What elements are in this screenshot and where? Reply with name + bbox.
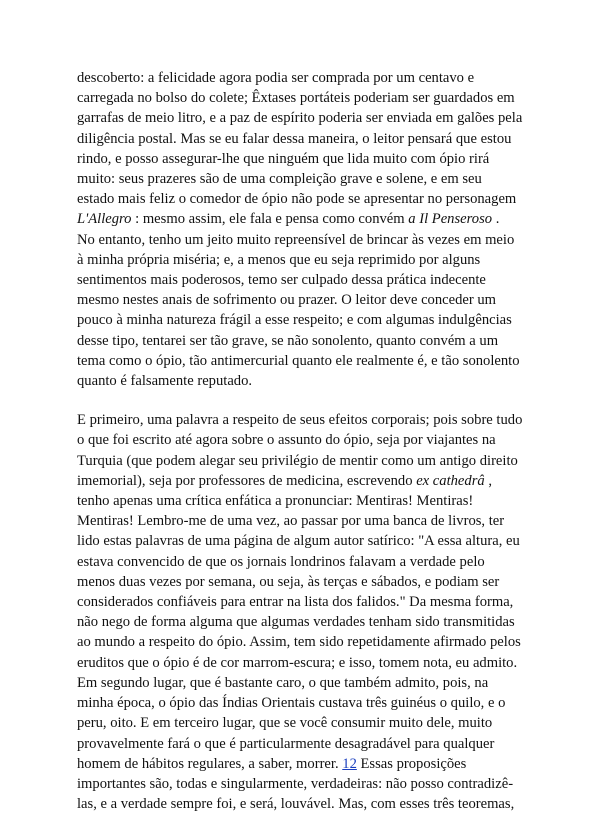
text-line [77, 754, 545, 774]
text-run: estava convencido de que os jornais londrinos falavam a verdade pelo [77, 553, 485, 570]
italic-text: ex cathedrâ [416, 472, 485, 489]
text-line [77, 430, 545, 450]
text-run: lido estas palavras de uma página de algum autor satírico: "A essa altura, eu [77, 533, 520, 550]
text-run: carregada no bolso do colete; Êxtases portáteis poderiam ser guardados em [77, 90, 515, 107]
text-run: mesmo nestes anais de sofrimento ou prazer. O leitor deve conceder um [77, 292, 497, 309]
text-run: descoberto: a felicidade agora podia ser comprada por um centavo e [77, 70, 475, 86]
text-line [77, 612, 545, 632]
text-line [77, 230, 545, 250]
text-line [77, 794, 545, 814]
text-run: provavelmente fará o que é particularmente desagradável para qualquer [77, 735, 495, 752]
text-run: minha época, o ópio das Índias Orientais custava três guinéus o quilo, e o [77, 695, 506, 712]
text-line [77, 734, 545, 754]
text-line [77, 331, 545, 351]
text-run: importantes são, todas e singularmente, verdadeiras: não posso contradizê- [77, 775, 514, 792]
italic-text: a Il Penseroso [408, 211, 493, 228]
text-run: garrafas de meio litro, e a paz de espírito poderia ser enviada em galões pela [77, 110, 523, 127]
text-run: à minha própria miséria; e, a menos que eu seja reprimido por alguns [77, 251, 481, 268]
text-run: quanto é falsamente reputado. [77, 373, 253, 390]
text-run: desse tipo, tentarei ser tão grave, se não sonolento, quanto convém a um [77, 332, 499, 349]
text-run: ao mundo a respeito do ópio. Assim, tem sido repetidamente afirmado pelos [77, 634, 521, 651]
text-run: , [484, 472, 492, 489]
text-run: Essas proposições [356, 755, 467, 772]
text-run: E primeiro, uma palavra a respeito de seus efeitos corporais; pois sobre tudo [77, 412, 523, 429]
text-line [77, 511, 545, 531]
text-line [77, 471, 545, 491]
text-line [77, 290, 545, 310]
text-line [77, 531, 545, 551]
text-line [77, 774, 545, 794]
text-run: tenho apenas uma crítica enfática a pronunciar: Mentiras! Mentiras! [77, 493, 474, 510]
text-line [77, 88, 545, 108]
paragraph [77, 410, 545, 814]
text-run: não nego de forma alguma que algumas verdades tenham sido transmitidas [77, 614, 515, 631]
text-line [77, 149, 545, 169]
text-line [77, 552, 545, 572]
text-run: muito: seus prazeres são de uma compleição grave e solene, e em seu [77, 171, 482, 188]
text-run: . [492, 211, 500, 228]
text-line [77, 129, 545, 149]
text-run: o que foi escrito até agora sobre o assunto do ópio, seja por viajantes na [77, 432, 496, 449]
text-line [77, 673, 545, 693]
text-line [77, 713, 545, 733]
text-line [77, 250, 545, 270]
text-run: diligência postal. Mas se eu falar dessa maneira, o leitor pensará que estou [77, 130, 512, 147]
text-line [77, 310, 545, 330]
text-run: las, e a verdade sempre foi, e será, louvável. Mas, com esses três teoremas, [77, 796, 515, 813]
text-line [77, 491, 545, 511]
text-line [77, 410, 545, 430]
text-line [77, 572, 545, 592]
text-run: menos duas vezes por semana, ou seja, às terças e sábados, e podiam ser [77, 573, 500, 590]
text-run: imemorial), seja por professores de medicina, escrevendo [77, 472, 417, 489]
text-line [77, 209, 545, 229]
text-line [77, 68, 545, 88]
text-run: rindo, e posso assegurar-lhe que ninguém que lida muito com ópio rirá [77, 150, 490, 167]
text-line [77, 189, 545, 209]
document-page [77, 68, 545, 814]
footnote-link[interactable]: 12 [342, 755, 357, 772]
text-run: homem de hábitos regulares, a saber, morrer. [77, 755, 343, 772]
text-line [77, 108, 545, 128]
text-run: eruditos que o ópio é de cor marrom-escura; e isso, tomem nota, eu admito. [77, 654, 518, 671]
text-run: tema como o ópio, tão antimercurial quanto ele realmente é, e tão sonolento [77, 352, 520, 369]
text-line [77, 270, 545, 290]
text-run: : mesmo assim, ele fala e pensa como convém [131, 211, 409, 228]
text-line [77, 592, 545, 612]
text-line [77, 351, 545, 371]
text-run: Em segundo lugar, que é bastante caro, o que também admito, pois, na [77, 674, 489, 691]
text-line [77, 653, 545, 673]
text-run: No entanto, tenho um jeito muito repreensível de brincar às vezes em meio [77, 231, 515, 248]
text-line [77, 371, 545, 391]
paragraph [77, 68, 545, 391]
text-line [77, 693, 545, 713]
text-run: pouco à minha natureza frágil a esse respeito; e com algumas indulgências [77, 312, 512, 329]
text-line [77, 451, 545, 471]
text-run: considerados confiáveis para entrar na lista dos falidos." Da mesma forma, [77, 594, 514, 611]
text-run: Turquia (que podem alegar seu privilégio de mentir como um antigo direito [77, 452, 518, 469]
text-run: estado mais feliz o comedor de ópio não pode se apresentar no personagem [77, 191, 517, 208]
italic-text: L'Allegro [77, 211, 132, 228]
text-line [77, 632, 545, 652]
text-line [77, 169, 545, 189]
text-run: sentimentos mais poderosos, temo ser culpado dessa prática indecente [77, 272, 486, 289]
text-run: peru, oito. E em terceiro lugar, que se você consumir muito dele, muito [77, 715, 493, 732]
text-run: Mentiras! Lembro-me de uma vez, ao passar por uma banca de livros, ter [77, 513, 505, 530]
